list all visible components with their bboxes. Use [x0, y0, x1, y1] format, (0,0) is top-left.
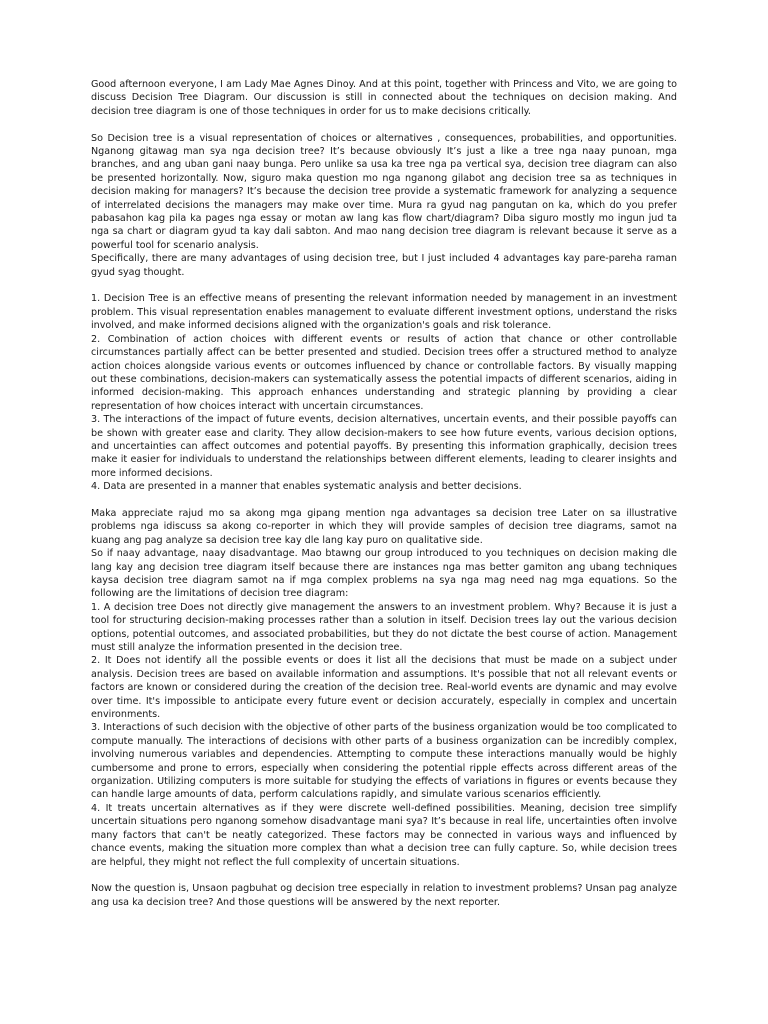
paragraph-gap	[91, 279, 677, 292]
paragraph-limitations-intro: So if naay advantage, naay disadvantage. Mao btawng our group introduced to you techniques on decision making dle lang kay ang decision tree diagram itself because there are instances nga mas better gamiton ang ubang techniques kaysa decision tree diagram samot na if mga complex problems na sya nga mag need nag mga equations. So the following are the limitations of decision tree diagram:	[91, 548, 677, 600]
advantage-1: 1. Decision Tree is an effective means of presenting the relevant information needed by management in an investment problem. This visual representation enables management to evaluate different investment options, understand the risks involved, and make informed decisions aligned with the organization's goals and risk tolerance.	[91, 293, 677, 332]
limitation-3: 3. Interactions of such decision with the objective of other parts of the business organization would be too complicated to compute manually. The interactions of decisions with other parts of a business organization can be incredibly complex, involving numerous variables and dependencies. Attempting to compute these interactions manually would be highly cumbersome and prone to errors, especially when considering the potential ripple effects across different areas of the organization. Utilizing computers is more suitable for studying the effects of variations in figures or events because they can handle large amounts of data, perform calculations rapidly, and simulate various scenarios efficiently.	[91, 722, 677, 801]
paragraph-advantages-intro: Specifically, there are many advantages of using decision tree, but I just included 4 advantages kay pare-pareha raman gyud syag thought.	[91, 253, 677, 278]
paragraph-gap	[91, 494, 677, 507]
limitation-2: 2. It Does not identify all the possible events or does it list all the decisions that must be made on a subject under analysis. Decision trees are based on available information and assumptions. It's possible that not all relevant events or factors are known or considered during the creation of the decision tree. Real-world events are dynamic and may evolve over time. It's impossible to anticipate every future event or decision accurately, especially in complex and uncertain environments.	[91, 655, 677, 721]
advantage-3: 3. The interactions of the impact of future events, decision alternatives, uncertain events, and their possible payoffs can be shown with greater ease and clarity. They allow decision-makers to see how future events, various decision options, and uncertainties can affect outcomes and potential payoffs. By presenting this information graphically, decision trees make it easier for individuals to understand the relationships between different elements, leading to clearer insights and more informed decisions.	[91, 414, 677, 479]
document-body	[91, 78, 677, 909]
limitation-4: 4. It treats uncertain alternatives as if they were discrete well-defined possibilities. Meaning, decision tree simplify uncertain situations pero nganong somehow disadvantage mani sya? It’s because in real life, uncertainties often involve many factors that can't be neatly categorized. These factors may be connected in various ways and influenced by chance events, making the situation more complex than what a decision tree can fully capture. So, while decision trees are helpful, they might not reflect the full complexity of uncertain situations.	[91, 802, 677, 868]
paragraph-appreciate: Maka appreciate rajud mo sa akong mga gipang mention nga advantages sa decision tree Later on sa illustrative problems nga idiscuss sa akong co-reporter in which they will provide samples of decision tree diagrams, samot na kuang ang pag analyze sa decision tree kay dle lang kay puro on qualitative side.	[91, 507, 677, 546]
paragraph-intro: Good afternoon everyone, I am Lady Mae Agnes Dinoy. And at this point, together with Princess and Vito, we are going to discuss Decision Tree Diagram. Our discussion is still in connected about the techniques on decision making. And decision tree diagram is one of those techniques in order for us to make decisions critically.	[91, 79, 677, 117]
paragraph-gap	[91, 118, 677, 131]
advantage-2: 2. Combination of action choices with different events or results of action that chance or other controllable circumstances partially affect can be better presented and studied. Decision trees offer a structured method to analyze action choices alongside various events or outcomes influenced by chance or controllable factors. By visually mapping out these combinations, decision-makers can systematically assess the potential impacts of different scenarios, aiding in informed decision-making. This approach enhances understanding and strategic planning by providing a clear representation of how choices interact with uncertain circumstances.	[91, 333, 677, 412]
paragraph-closing: Now the question is, Unsaon pagbuhat og decision tree especially in relation to investment problems? Unsan pag analyze ang usa ka decision tree? And those questions will be answered by the next reporter.	[91, 883, 677, 908]
advantage-4: 4. Data are presented in a manner that enables systematic analysis and better decisions.	[91, 481, 522, 493]
paragraph-definition: So Decision tree is a visual representation of choices or alternatives , consequences, probabilities, and opportunities. Nganong gitawag man sya nga decision tree? It’s because obviously It’s just a like a tree nga naay punoan, mga branches, and ang uban gani naay bunga. Pero unlike sa usa ka tree nga pa vertical sya, decision tree diagram can also be presented horizontally. Now, siguro maka question mo nga nganong gilabot ang decision tree sa as techniques in decision making for managers? It’s because the decision tree provide a systematic framework for analyzing a sequence of interrelated decisions the managers may make over time. Mura ra gyud nag pangutan on ka, which do you prefer pabasahon kag pila ka pages nga essay or motan aw lang kas flow chart/diagram? Diba siguro mostly mo ingun jud ta nga sa chart or diagram gyud ta kay dali sabton. And mao nang decision tree diagram is relevant because it serve as a powerful tool for scenario analysis.	[91, 132, 677, 251]
paragraph-gap	[91, 869, 677, 882]
limitation-1: 1. A decision tree Does not directly give management the answers to an investment problem. Why? Because it is just a tool for structuring decision-making processes rather than a solution in itself. Decision trees lay out the various decision options, potential outcomes, and associated probabilities, but they do not dictate the best course of action. Management must still analyze the information presented in the decision tree.	[91, 601, 677, 654]
